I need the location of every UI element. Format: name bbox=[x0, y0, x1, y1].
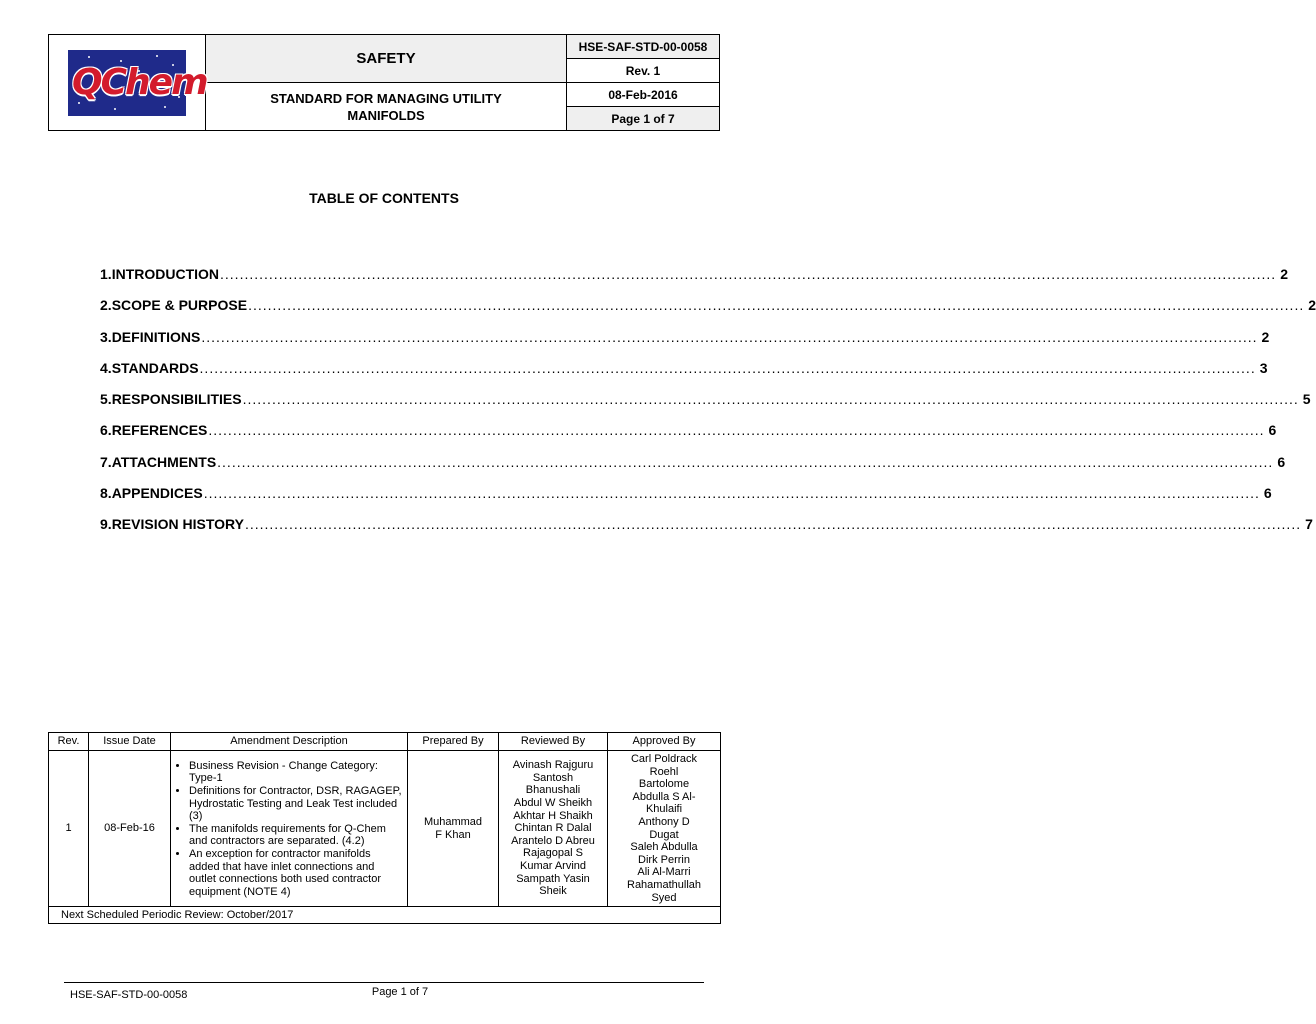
table-of-contents bbox=[100, 266, 1316, 548]
col-header-prepared-by: Prepared By bbox=[408, 733, 499, 751]
list-item: • Business Revision - Change Category: Type-1 bbox=[189, 760, 403, 785]
list-item: • An exception for contractor manifolds added that have inlet connections and outlet connections both used contractor equipment (NOTE 4) bbox=[189, 848, 403, 898]
issue-date-cell: 08-Feb-16 bbox=[89, 751, 171, 907]
col-header-approved-by: Approved By bbox=[608, 733, 721, 751]
table-footer-row bbox=[49, 907, 721, 924]
logo-text: QChem bbox=[72, 61, 207, 103]
toc-entry-attachments[interactable]: 7. ATTACHMENTS ..... 6 bbox=[100, 454, 695, 485]
toc-leader-dots bbox=[207, 422, 1264, 438]
toc-leader-dots bbox=[247, 297, 1304, 313]
toc-leader-dots bbox=[219, 266, 1276, 282]
toc-leader-dots bbox=[242, 391, 1299, 407]
toc-leader-dots bbox=[244, 516, 1301, 532]
col-header-reviewed-by: Reviewed By bbox=[499, 733, 608, 751]
toc-entry-responsibilities[interactable]: 5. RESPONSIBILITIES ..... 5 bbox=[100, 391, 695, 422]
qchem-logo bbox=[68, 50, 207, 116]
toc-entry-appendices[interactable]: 8. APPENDICES ..... 6 bbox=[100, 485, 695, 516]
document-number: HSE-SAF-STD-00-0058 bbox=[567, 35, 720, 59]
footer-divider bbox=[64, 982, 704, 983]
toc-entry-scope-purpose[interactable]: 2. SCOPE & PURPOSE ..... 2 bbox=[100, 297, 695, 328]
toc-entry-standards[interactable]: 4. STANDARDS ..... 3 bbox=[100, 360, 695, 391]
revision-table-header bbox=[49, 733, 721, 751]
footer-doc-number: HSE-SAF-STD-00-0058 bbox=[70, 989, 188, 1001]
revision-number: Rev. 1 bbox=[567, 59, 720, 83]
col-header-issue-date: Issue Date bbox=[89, 733, 171, 751]
toc-leader-dots bbox=[200, 329, 1257, 345]
issue-date: 08-Feb-2016 bbox=[567, 83, 720, 107]
rev-cell: 1 bbox=[49, 751, 89, 907]
page-number: Page 1 of 7 bbox=[567, 107, 720, 131]
col-header-amendment: Amendment Description bbox=[171, 733, 408, 751]
document-header bbox=[48, 34, 720, 131]
approved-by-cell: Carl Poldrack Roehl Bartolome Abdulla S Al- Khulaifi Anthony D Dugat Saleh Abdulla Dirk Perrin Ali Al-Marri Rahamathullah Syed bbox=[608, 751, 721, 907]
document-title-line2: MANIFOLDS bbox=[347, 107, 425, 123]
toc-title: TABLE OF CONTENTS bbox=[309, 190, 459, 206]
toc-entry-introduction[interactable]: 1. INTRODUCTION ..... 2 bbox=[100, 266, 695, 297]
table-row bbox=[49, 751, 721, 907]
document-title-line1: STANDARD FOR MANAGING UTILITY bbox=[270, 90, 502, 106]
document-category: SAFETY bbox=[206, 35, 567, 83]
toc-entry-references[interactable]: 6. REFERENCES ..... 6 bbox=[100, 422, 695, 453]
list-item: • Definitions for Contractor, DSR, RAGAGEP, Hydrostatic Testing and Leak Test included (3) bbox=[189, 785, 403, 823]
amendment-cell bbox=[171, 751, 408, 907]
footer-page-number: Page 1 of 7 bbox=[371, 986, 429, 998]
next-review-note: Next Scheduled Periodic Review: October/2017 bbox=[49, 907, 721, 924]
reviewed-by-cell: Avinash Rajguru Santosh Bhanushali Abdul W Sheikh Akhtar H Shaikh Chintan R Dalal Arantelo D Abreu Rajagopal S Kumar Arvind Sampath Yasin Sheik bbox=[499, 751, 608, 907]
amendment-list bbox=[179, 760, 403, 899]
toc-leader-dots bbox=[216, 454, 1273, 470]
list-item: • The manifolds requirements for Q-Chem and contractors are separated. (4.2) bbox=[189, 823, 403, 848]
toc-entry-revision-history[interactable]: 9. REVISION HISTORY ..... 7 bbox=[100, 516, 695, 547]
toc-leader-dots bbox=[199, 360, 1256, 376]
logo-cell bbox=[49, 35, 206, 131]
toc-leader-dots bbox=[203, 485, 1260, 501]
document-title bbox=[206, 83, 567, 131]
col-header-rev: Rev. bbox=[49, 733, 89, 751]
prepared-by-cell: Muhammad F Khan bbox=[408, 751, 499, 907]
revision-table bbox=[48, 732, 721, 924]
toc-entry-definitions[interactable]: 3. DEFINITIONS ..... 2 bbox=[100, 329, 695, 360]
